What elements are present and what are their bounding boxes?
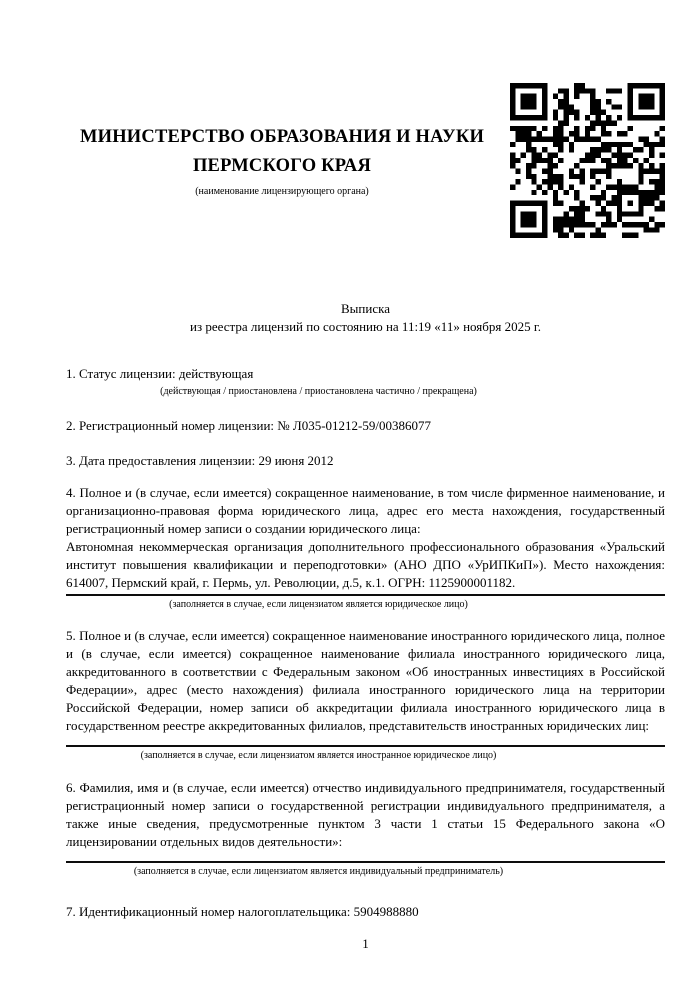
license-status-caption: (действующая / приостановлена / приостановлена частично / прекращена) <box>160 386 477 397</box>
section-grant-date <box>66 452 665 470</box>
licensing-authority-block <box>66 123 510 198</box>
document-title <box>66 300 665 336</box>
qr-code <box>510 83 665 238</box>
title-line2: из реестра лицензий по состоянию на 11:19 «11» ноября 2025 г. <box>190 319 541 334</box>
title-line1: Выписка <box>341 301 390 316</box>
legal-entity-value: Автономная некоммерческая организация дополнительного профессионального образования «Уральский институт повышения квалификации и переподготовки» (АНО ДПО «УрИПКиП»). Место нахождения: 614007, Пермский край, г. Пермь, ул. Революции, д.5, к.1. ОГРН: 1125900001182. <box>66 538 665 596</box>
section-individual-entrepreneur <box>66 779 665 879</box>
registration-number-text: 2. Регистрационный номер лицензии: № Л035-01212-59/00386077 <box>66 418 432 433</box>
foreign-entity-label: 5. Полное и (в случае, если имеется) сокращенное наименование иностранного юридического лица, полное и (в случае, если имеется) сокращенное наименование филиала иностранного юридического лица, аккредитованного в соответствии с Федеральным законом «Об иностранных инвестициях в Российской Федерации», адрес (место нахождения) филиала иностранного юридического лица на территории Российской Федерации, номер записи об аккредитации филиала иностранного юридического лица в государственном реестре аккредитованных филиалов, представительств иностранных юридических лиц: <box>66 628 665 733</box>
individual-entrepreneur-caption: (заполняется в случае, если лицензиатом является индивидуальный предприниматель) <box>133 866 504 877</box>
foreign-entity-value-blank <box>66 737 665 747</box>
ministry-name-line1: МИНИСТЕРСТВО ОБРАЗОВАНИЯ И НАУКИ <box>79 127 485 147</box>
section-license-status <box>66 365 665 399</box>
individual-entrepreneur-value-blank <box>66 853 665 863</box>
document-header <box>66 0 665 238</box>
grant-date-text: 3. Дата предоставления лицензии: 29 июня 2012 <box>66 453 334 468</box>
section-foreign-entity <box>66 627 665 763</box>
individual-entrepreneur-label: 6. Фамилия, имя и (в случае, если имеется) отчество индивидуального предпринимателя, государственный регистрационный номер записи о государственной регистрации индивидуального предпринимателя, а также иные сведения, предусмотренные пунктом 3 части 1 статьи 15 Федерального закона «О лицензировании отдельных видов деятельности»: <box>66 780 665 849</box>
legal-entity-caption: (заполняется в случае, если лицензиатом является юридическое лицо) <box>169 599 468 610</box>
section-legal-entity <box>66 484 665 612</box>
section-taxpayer-number <box>66 903 665 921</box>
ministry-name-line2: ПЕРМСКОГО КРАЯ <box>192 156 372 176</box>
licensing-authority-caption: (наименование лицензирующего органа) <box>195 186 369 197</box>
taxpayer-number-text: 7. Идентификационный номер налогоплательщика: 5904988880 <box>66 904 419 919</box>
page-number: 1 <box>362 936 369 951</box>
section-registration-number <box>66 417 665 435</box>
legal-entity-label: 4. Полное и (в случае, если имеется) сокращенное наименование, в том числе фирменное наименование, и организационно-правовая форма юридического лица, адрес его места нахождения, государственный регистрационный номер записи о создании юридического лица: <box>66 485 665 536</box>
qr-code-icon <box>510 83 665 238</box>
license-status-text: 1. Статус лицензии: действующая <box>66 366 254 381</box>
foreign-entity-caption: (заполняется в случае, если лицензиатом является иностранное юридическое лицо) <box>140 750 497 761</box>
